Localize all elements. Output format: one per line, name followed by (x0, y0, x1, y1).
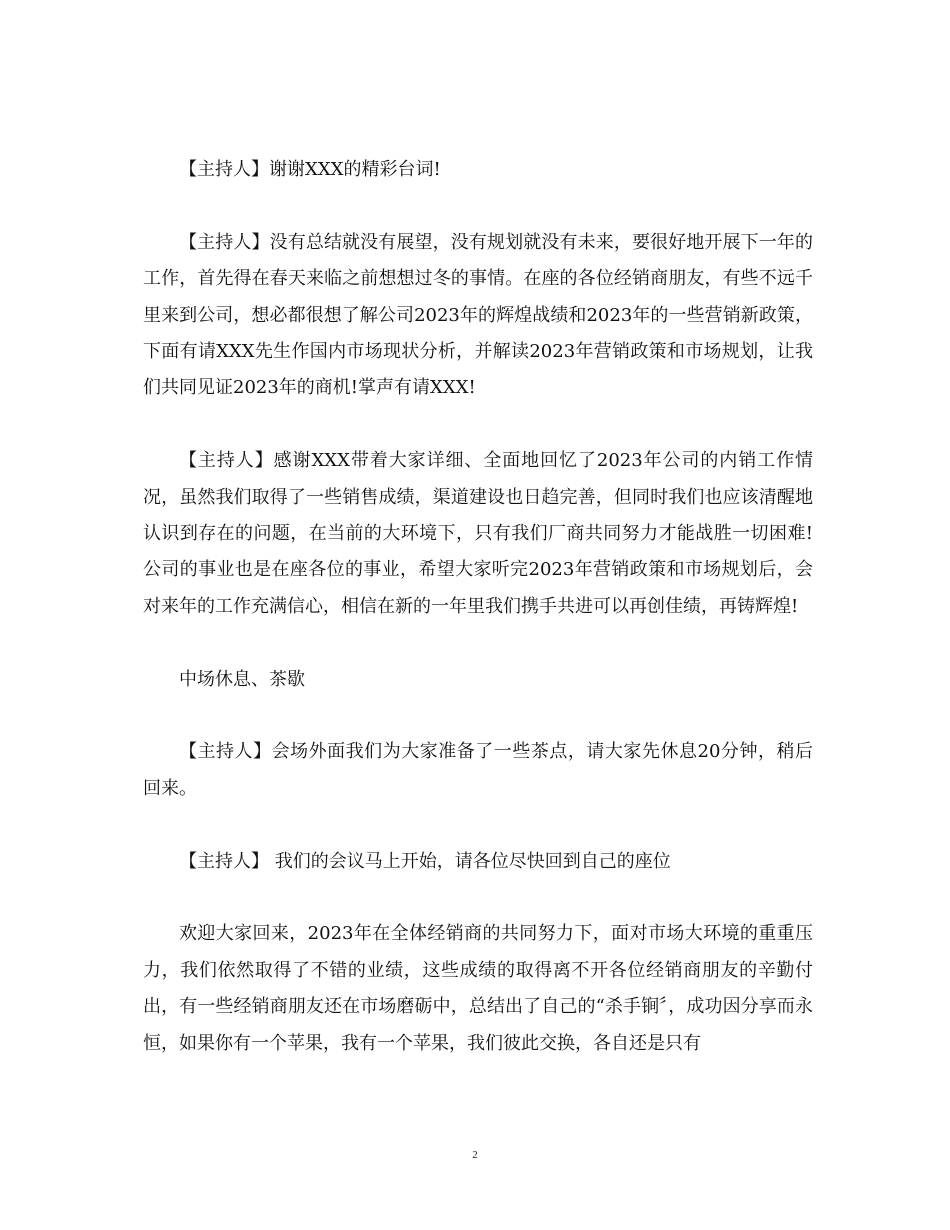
page-number: 2 (472, 1149, 478, 1161)
document-body (143, 152, 813, 1062)
paragraph-spacer (143, 188, 813, 224)
paragraph-spacer (143, 698, 813, 734)
paragraph-break-heading: 中场休息、茶歇 (179, 668, 305, 690)
paragraph-host-break-notice: 【主持人】会场外面我们为大家准备了一些茶点，请大家先休息20分钟，稍后回来。 (143, 741, 813, 799)
paragraph-host-resume: 【主持人】 我们的会议马上开始，请各位尽快回到自己的座位 (179, 850, 671, 872)
paragraph-host-summary: 【主持人】感谢XXX带着大家详细、全面地回忆了2023年公司的内销工作情况，虽然我们取得了一些销售成绩，渠道建设也日趋完善，但同时我们也应该清醒地认识到存在的问题，在当前的大环境下，只有我们厂商共同努力才能战胜一切困难!公司的事业也是在座各位的事业，希望大家听完2023年营销政策和市场规划后，会对来年的工作充满信心，相信在新的一年里我们携手共进可以再创佳绩，再铸辉煌! (143, 450, 813, 617)
paragraph-welcome-back: 欢迎大家回来，2023年在全体经销商的共同努力下，面对市场大环境的重重压力，我们依然取得了不错的业绩，这些成绩的取得离不开各位经销商朋友的辛勤付出，有一些经销商朋友还在市场磨砺中，总结出了自己的“杀手锏〞，成功因分享而永恒，如果你有一个苹果，我有一个苹果，我们彼此交换，各自还是只有 (143, 923, 813, 1054)
paragraph-spacer (143, 807, 813, 843)
paragraph-host-thanks: 【主持人】谢谢XXX的精彩台词! (179, 159, 441, 180)
paragraph-spacer (143, 880, 813, 916)
paragraph-spacer (143, 407, 813, 443)
paragraph-host-intro-speaker: 【主持人】没有总结就没有展望，没有规划就没有未来，要很好地开展下一年的工作，首先得在春天来临之前想想过冬的事情。在座的各位经销商朋友，有些不远千里来到公司，想必都很想了解公司2023年的辉煌战绩和2023年的一些营销新政策，下面有请XXX先生作国内市场现状分析，并解读2023年营销政策和市场规划，让我们共同见证2023年的商机!掌声有请XXX! (143, 231, 813, 399)
paragraph-spacer (143, 625, 813, 661)
